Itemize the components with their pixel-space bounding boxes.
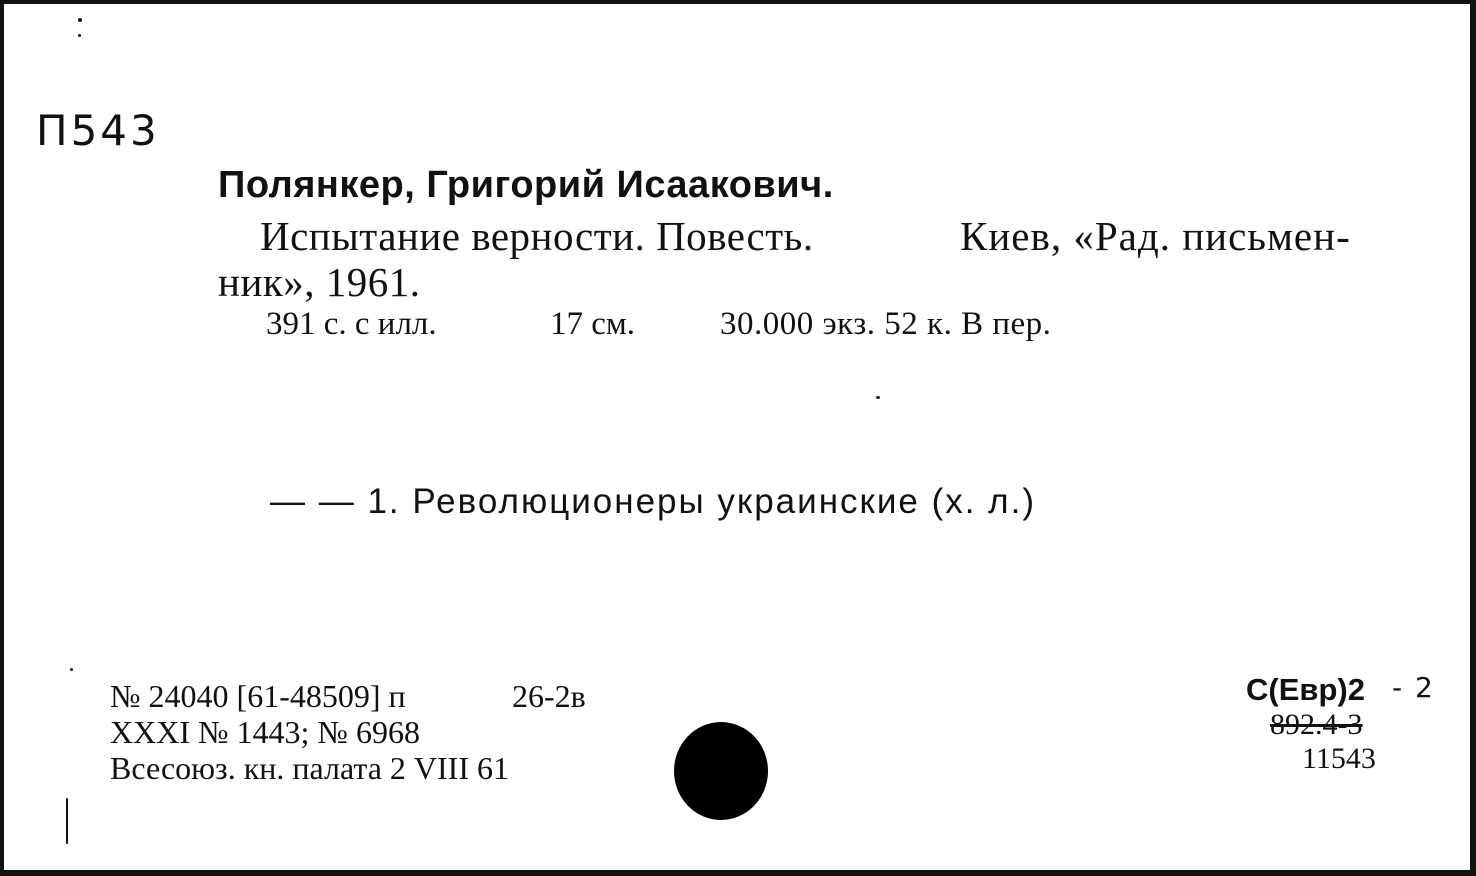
speck-mark [78,34,81,37]
pages: 391 с. с илл. [266,306,437,342]
record-line-2: XXXI № 1443; № 6968 [110,714,420,750]
speck-mark [78,18,82,22]
publisher-part2: ник», 1961. [218,259,421,305]
call-number: П543 [36,106,160,155]
book-title: Испытание верности. Повесть. [260,213,814,259]
classification-line-2: 892.4-3 [1270,708,1363,741]
author-heading: Полянкер, Григорий Исаакович. [218,164,834,206]
record-code: 26-2в [512,678,586,714]
pencil-mark [66,798,68,844]
classification-code: С(Евр)2 [1246,672,1365,707]
subject-heading: — — 1. Революционеры украинские (х. л.) [270,482,1036,521]
speck-mark [876,396,880,399]
size: 17 см. [550,306,636,342]
classification-suffix: - 2 [1392,671,1435,704]
classification-line-3: 11543 [1302,742,1376,775]
print-run-price: 30.000 экз. 52 к. В пер. [720,306,1052,342]
record-line-3: Всесоюз. кн. палата 2 VIII 61 [110,750,509,786]
punch-hole [674,722,768,820]
publisher-part1: Киев, «Рад. письмен- [960,213,1351,259]
speck-mark [70,668,73,671]
record-line-1: № 24040 [61-48509] п [110,678,406,714]
